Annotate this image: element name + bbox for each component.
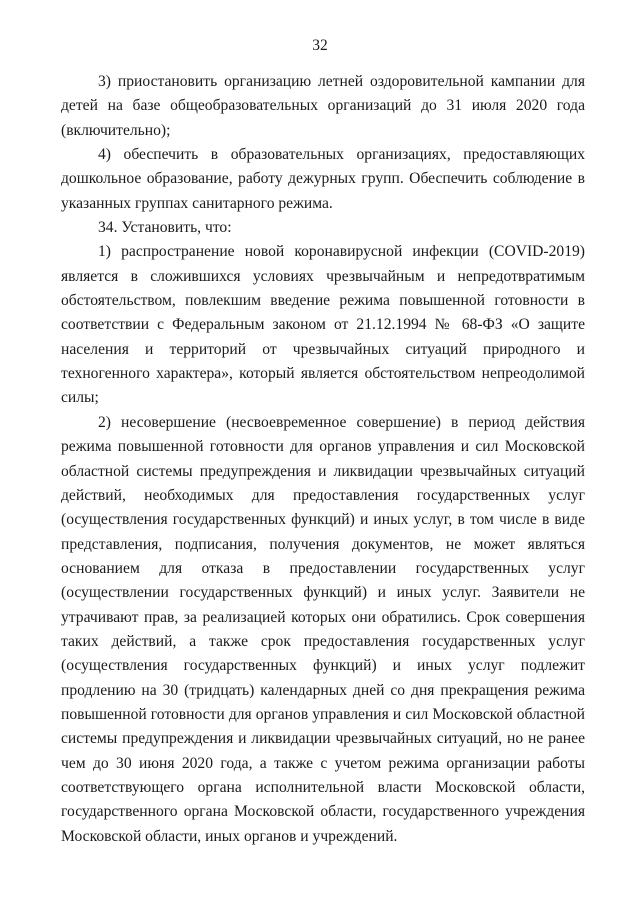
paragraph-section-34: 34. Установить, что: <box>98 219 232 237</box>
page-number: 32 <box>312 37 328 54</box>
paragraph-item-2: 2) несовершение (несвоевременное совершение) в период действия режима повышенной готовности для органов управления и сил Московской областной системы предупреждения и ликвидации чрезвычайных ситуаций действий, необходимых для предоставления государственных услуг (осуществления государственных функций) и иных услуг, в том числе в виде представления, подписания, получения документов, не может являться основанием для отказа в предоставлении государственных услуг (осуществлении государственных функций) и иных услуг. Заявители не утрачивают прав, за реализацией которых они обратились. Срок совершения таких действий, а также срок предоставления государственных услуг (осуществления государственных функций) и иных услуг подлежит продлению на 30 (тридцать) календарных дней со дня прекращения режима повышенной готовности для органов управления и сил Московской областной системы предупреждения и ликвидации чрезвычайных ситуаций, но не ранее чем до 30 июня 2020 года, а также с учетом режима организации работы соответствующего органа исполнительной власти Московской области, государственного органа Московской области, государственного учреждения Московской области, иных органов и учреждений. <box>61 413 585 845</box>
paragraph-item-4: 4) обеспечить в образовательных организациях, предоставляющих дошкольное образование, работу дежурных групп. Обеспечить соблюдение в указанных группах санитарного режима. <box>61 146 585 212</box>
paragraph-item-1: 1) распространение новой коронавирусной инфекции (COVID-2019) является в сложившихся условиях чрезвычайным и непредотвратимым обстоятельством, повлекшим введение режима повышенной готовности в соответствии с Федеральным законом от 21.12.1994 № 68-ФЗ «О защите населения и территорий от чрезвычайных ситуаций природного и техногенного характера», который является обстоятельством непреодолимой силы; <box>61 243 585 407</box>
document-body <box>61 70 585 849</box>
paragraph-item-3: 3) приостановить организацию летней оздоровительной кампании для детей на базе общеобразовательных организаций до 31 июля 2020 года (включительно); <box>61 73 585 139</box>
